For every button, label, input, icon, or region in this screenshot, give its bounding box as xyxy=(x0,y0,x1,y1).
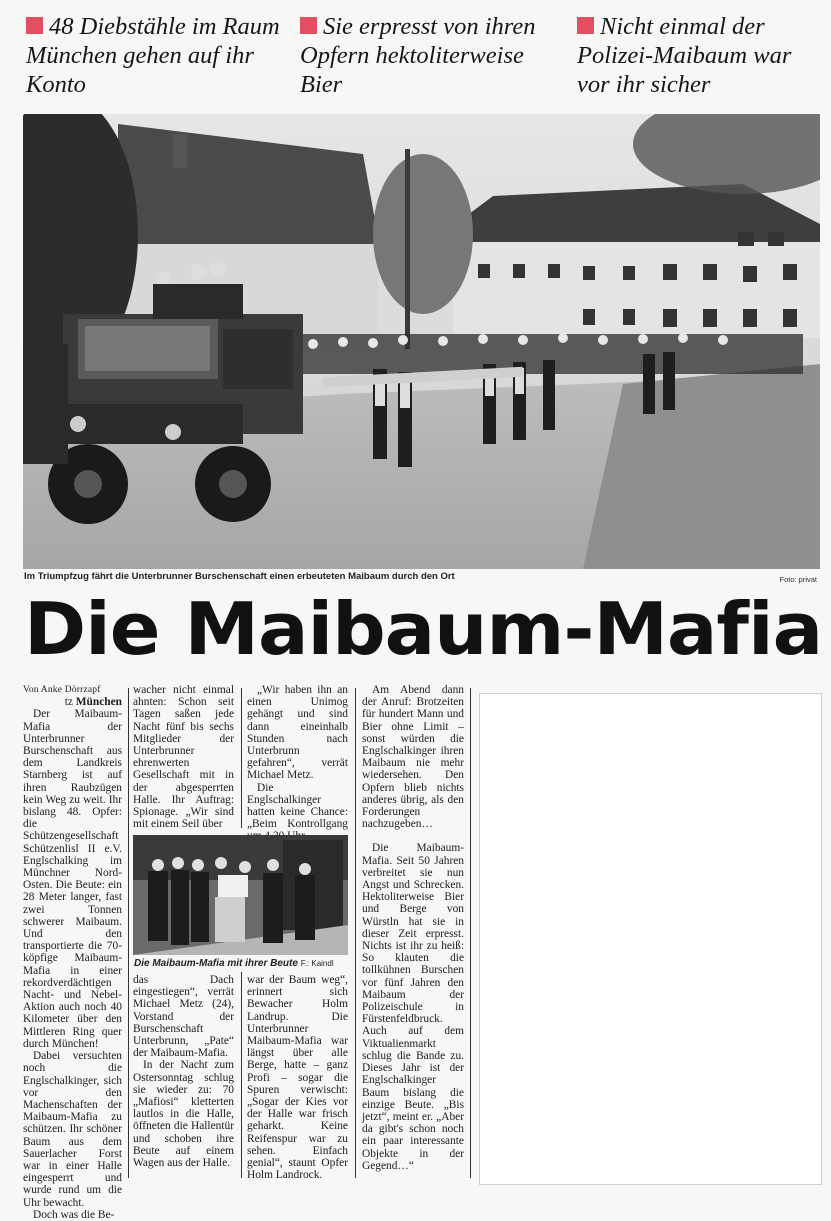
paragraph: Die Maibaum-Mafia. Seit 50 Jahren verbreitet sie nun Angst und Schrecken. Hektoliterweise Bier und Berge von Würstln hat sie in dieser Zeit erpresst. Nichts ist ihr zu heiß: So klauten die tollkühnen Burschen vor fünf Jahren den Maibaum der Polizeischule in Fürstenfeldbruck. Auch auf dem Viktualienmarkt schlug die Bande zu. Dieses Jahr ist der Englschalkinger Baum bislang die einzige Beute. „Bis jetzt“, meint er. „Aber da gibt's schon noch ein paar interessante Objekte in der Gegend…“ xyxy=(362,842,464,1172)
inset-photo xyxy=(133,835,348,955)
inset-credit: F.: Kaindl xyxy=(300,959,334,968)
kicker-text-3: Nicht einmal der Polizei-Maibaum war vor ihr sicher xyxy=(577,13,792,98)
red-square-icon xyxy=(26,17,43,34)
column-rule xyxy=(470,688,471,1178)
byline-author: Von Anke Dörrzapf xyxy=(23,685,101,695)
column-rule xyxy=(241,972,242,1178)
byline-place: München xyxy=(75,696,122,709)
column-rule xyxy=(128,688,129,1178)
paragraph: „Wir haben ihn an einen Unimog gehängt und sind dann eineinhalb Stunden nach Unterbrunn gefahren“, verrät Michael Metz. xyxy=(247,684,348,782)
paragraph: Am Abend dann der Anruf: Brotzeiten für hundert Mann und Bier ohne Limit – sonst würden die Englschalkinger ihren Maibaum nie mehr wiedersehen. Den Opfern blieb nichts anderes übrig, als den Forderungen nachzugeben… xyxy=(362,684,464,831)
article-column-1 xyxy=(23,684,122,1221)
paragraph: wacher nicht einmal ahnten: Schon seit Tagen saßen jede Nacht fünf bis sechs Mitglieder der Unterbrunner ehrenwerten Gesellschaft mit in der abgesperrten Halle. Ihr Auftrag: Spionage. „Wir sind mit einem Seil über xyxy=(133,684,234,831)
column-rule xyxy=(355,688,356,1178)
photo-caption: Im Triumpfzug fährt die Unterbrunner Burschenschaft einen erbeuteten Maibaum durch den Ort xyxy=(24,571,455,582)
article-column-3-lower xyxy=(247,974,348,1181)
headline: Die Maibaum-Mafia xyxy=(24,587,823,671)
kicker-3 xyxy=(577,12,827,99)
paragraph: das Dach eingestiegen“, verrät Michael Metz (24), Vorstand der Burschenschaft Unterbrunn, „Pate“ der Maibaum-Mafia. xyxy=(133,974,234,1060)
column-rule xyxy=(241,688,242,828)
paragraph: Doch was die Be- xyxy=(33,1208,115,1221)
article-column-3 xyxy=(247,684,348,843)
paragraph: war der Baum weg“, erinnert sich Bewacher Holm Landrup. Die Unterbrunner Maibaum-Mafia war längst über alle Berge, hatte – ganz Profi – sogar die Spuren verwischt: „Sogar der Kies vor der Halle war frisch geharkt. Keine Reifenspur war zu sehen. Einfach genial“, staunt Opfer Holm Landrock. xyxy=(247,974,348,1182)
kicker-text-2: Sie erpresst von ihren Opfern hektoliterweise Bier xyxy=(300,13,536,98)
inset-caption-text: Die Maibaum-Mafia mit ihrer Beute xyxy=(134,958,298,969)
article-column-2-lower xyxy=(133,974,234,1169)
kicker-2 xyxy=(300,12,570,99)
inset-caption xyxy=(134,958,334,969)
paragraph: Dabei versuchten noch die Englschalkinger, sich vor den Machenschaften der Maibaum-Mafia zu schützen. Ihr schöner Baum aus dem Sauerlacher Forst war in einer Halle eingesperrt und wurde rund um die Uhr bewacht. xyxy=(23,1050,122,1209)
byline-location xyxy=(23,696,122,708)
main-photo xyxy=(23,114,820,569)
paragraph: Der Maibaum-Mafia der Unterbrunner Burschenschaft aus dem Landkreis Starnberg ist auf ihren Raubzügen kein Weg zu weit. Ihr bislang 48. Opfer: die Schützengesellschaft Schützenlisl II e.V. Englschalking im Münchner Nord-Osten. Die Beute: ein 28 Meter langer, fast zwei Tonnen schwerer Maibaum. Und den transportierte die 70-köpfige Maibaum-Mafia in einer rekordverdächtigen Nacht- und Nebel-Aktion auch noch 40 Kilometer über den Mittleren Ring quer durch München! xyxy=(23,708,122,1050)
paragraph: In der Nacht zum Ostersonntag schlug sie wieder zu: 70 „Mafiosi“ kletterten lautlos in die Halle, öffneten die Hallentür und schoben ihre Beute auf einem Wagen aus der Halle. xyxy=(133,1059,234,1170)
empty-panel xyxy=(479,693,822,1185)
article-column-2 xyxy=(133,684,234,830)
photo-credit: Foto: privat xyxy=(779,575,817,584)
byline-agency: tz xyxy=(64,696,73,709)
paragraph: Die Englschalkinger hatten keine Chance: „Beim Kontrollgang xyxy=(247,781,348,831)
red-square-icon xyxy=(300,17,317,34)
red-square-icon xyxy=(577,17,594,34)
kicker-1 xyxy=(26,12,291,99)
article-column-4 xyxy=(362,684,464,1172)
kicker-text-1: 48 Diebstähle im Raum München gehen auf ihr Konto xyxy=(26,13,280,98)
